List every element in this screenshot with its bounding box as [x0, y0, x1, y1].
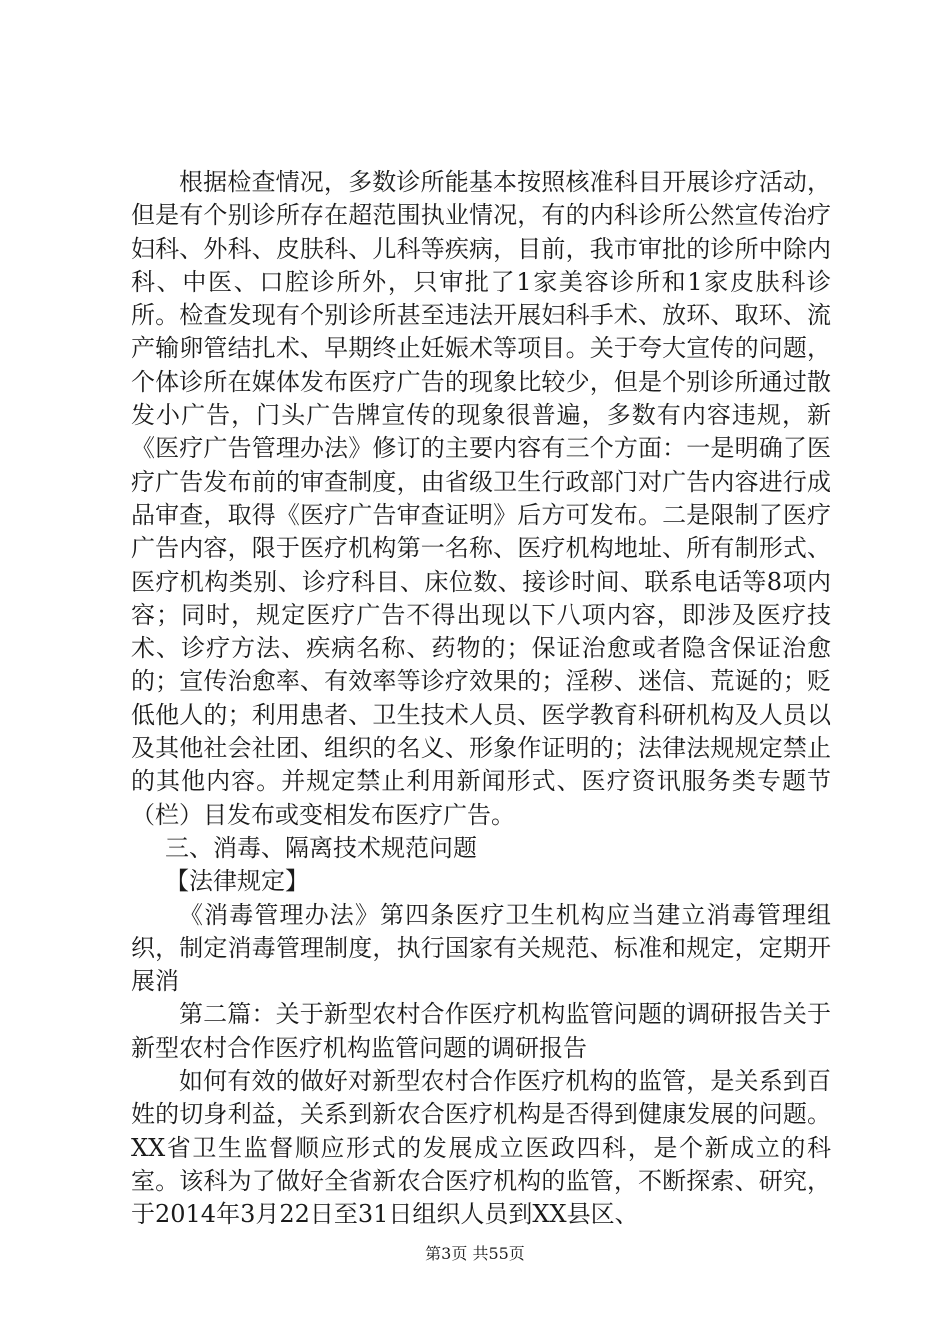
page-number-footer: 第3页 共55页 — [425, 1244, 525, 1263]
paragraph-ncms-supervision: 如何有效的做好对新型农村合作医疗机构的监管，是关系到百姓的切身利益，关系到新农合医疗机构是否得到健康发展的问题。XX省卫生监督顺应形式的发展成立医政四科，是个新成立的科室。该科为了做好全省新农合医疗机构的监管，不断探索、研究，于2014年3月22日至31日组织人员到XX县区、 — [131, 1067, 831, 1229]
paragraph-disinfection-rules: 《消毒管理办法》第四条医疗卫生机构应当建立消毒管理组织，制定消毒管理制度，执行国家有关规范、标准和规定，定期开展消 — [131, 900, 831, 996]
paragraph-clinic-inspection: 根据检查情况，多数诊所能基本按照核准科目开展诊疗活动，但是有个别诊所存在超范围执业情况，有的内科诊所公然宣传治疗妇科、外科、皮肤科、儿科等疾病，目前，我市审批的诊所中除内科、中医、口腔诊所外，只审批了1家美容诊所和1家皮肤科诊所。检查发现有个别诊所甚至违法开展妇科手术、放环、取环、流产输卵管结扎术、早期终止妊娠术等项目。关于夸大宣传的问题，个体诊所在媒体发布医疗广告的现象比较少，但是个别诊所通过散发小广告，门头广告牌宣传的现象很普遍，多数有内容违规，新《医疗广告管理办法》修订的主要内容有三个方面：一是明确了医疗广告发布前的审查制度，由省级卫生行政部门对广告内容进行成品审查，取得《医疗广告审查证明》后方可发布。二是限制了医疗广告内容，限于医疗机构第一名称、医疗机构地址、所有制形式、医疗机构类别、诊疗科目、床位数、接诊时间、联系电话等8项内容；同时，规定医疗广告不得出现以下八项内容，即涉及医疗技术、诊疗方法、疾病名称、药物的；保证治愈或者隐含保证治愈的；宣传治愈率、有效率等诊疗效果的；淫秽、迷信、荒诞的；贬低他人的；利用患者、卫生技术人员、医学教育科研机构及人员以及其他社会社团、组织的名义、形象作证明的；法律法规规定禁止的其他内容。并规定禁止利用新闻形式、医疗资讯服务类专题节（栏）目发布或变相发布医疗广告。 — [131, 168, 831, 829]
chapter-two-title: 第二篇：关于新型农村合作医疗机构监管问题的调研报告关于新型农村合作医疗机构监管问题的调研报告 — [131, 1000, 831, 1062]
document-body — [131, 166, 831, 1232]
legal-provision-label: 【法律规定】 — [165, 867, 309, 896]
section-heading-disinfection: 三、消毒、隔离技术规范问题 — [165, 833, 477, 862]
